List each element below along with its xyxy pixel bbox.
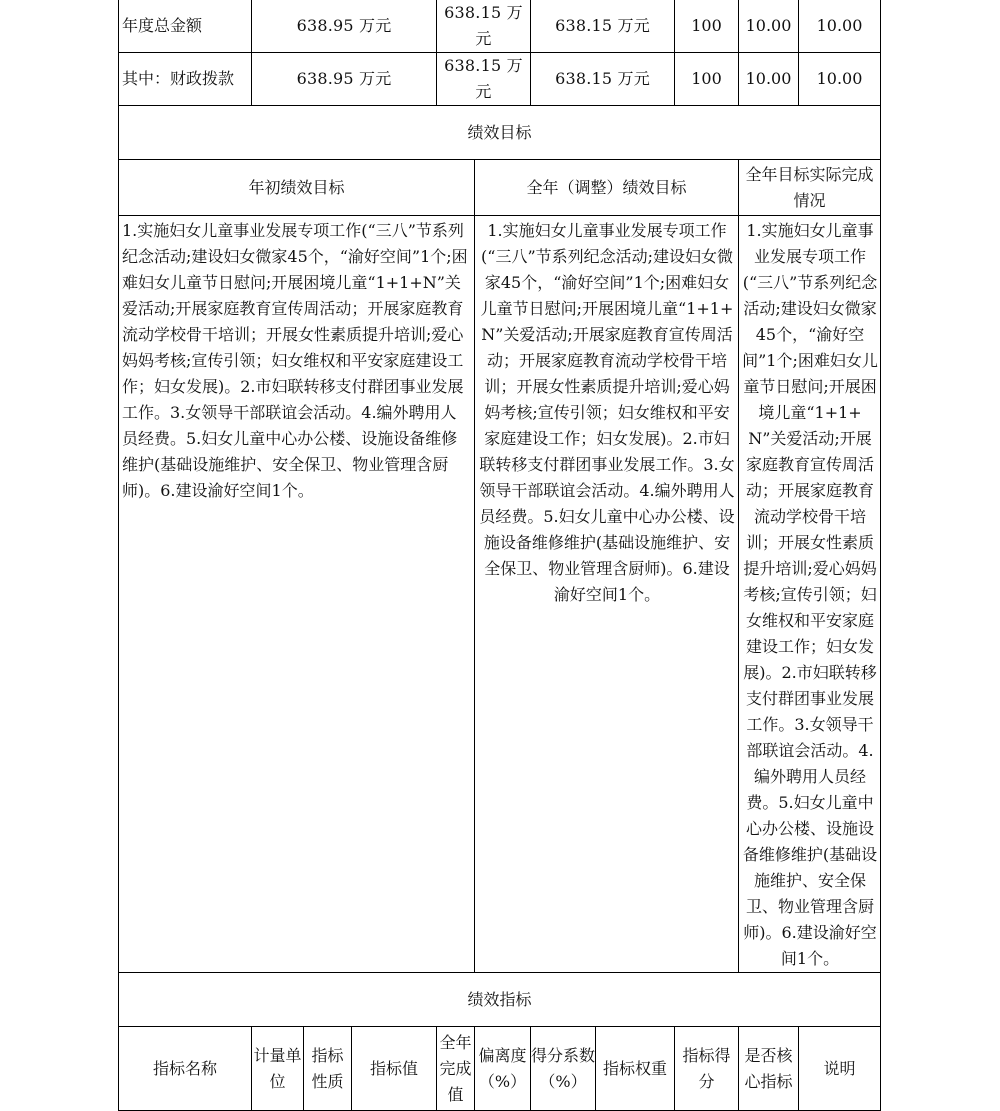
indicator-core-header: 是否核心指标 xyxy=(739,1027,799,1111)
budget-row-label: 年度总金额 xyxy=(119,0,252,53)
indicator-weight-header: 指标权重 xyxy=(596,1027,675,1111)
budget-execution-rate: 100 xyxy=(675,0,739,53)
budget-weight: 10.00 xyxy=(739,53,799,106)
initial-goal-header: 年初绩效目标 xyxy=(119,160,475,216)
budget-weight: 10.00 xyxy=(739,0,799,53)
adjusted-goal-text: 1.实施妇女儿童事业发展专项工作(“三八”节系列纪念活动;建设妇女微家45个，“渝好空间”1个;困难妇女儿童节日慰问;开展困境儿童“1+1+N”关爱活动;开展家庭教育宣传周活动；开展家庭教育流动学校骨干培训；开展女性素质提升培训;爱心妈妈考核;宣传引领；妇女维权和平安家庭建设工作；妇女发展)。2.市妇联转移支付群团事业发展工作。3.女领导干部联谊会活动。4.编外聘用人员经费。5.妇女儿童中心办公楼、设施设备维修维护(基础设施维护、安全保卫、物业管理含厨师)。6.建设渝好空间1个。 xyxy=(475,216,739,973)
indicator-unit-header: 计量单位 xyxy=(252,1027,304,1111)
indicator-completed-header: 全年完成值 xyxy=(437,1027,475,1111)
indicator-header-row xyxy=(119,1027,881,1111)
goal-header-row xyxy=(119,160,881,216)
budget-executed-amount: 638.15 万元 xyxy=(531,53,675,106)
budget-score: 10.00 xyxy=(799,53,881,106)
initial-goal-text: 1.实施妇女儿童事业发展专项工作(“三八”节系列纪念活动;建设妇女微家45个，“渝好空间”1个;困难妇女儿童节日慰问;开展困境儿童“1+1+N”关爱活动;开展家庭教育宣传周活动；开展家庭教育流动学校骨干培训；开展女性素质提升培训;爱心妈妈考核;宣传引领；妇女维权和平安家庭建设工作；妇女发展)。2.市妇联转移支付群团事业发展工作。3.女领导干部联谊会活动。4.编外聘用人员经费。5.妇女儿童中心办公楼、设施设备维修维护(基础设施维护、安全保卫、物业管理含厨师)。6.建设渝好空间1个。 xyxy=(119,216,475,973)
budget-row-fiscal xyxy=(119,53,881,106)
budget-initial-amount: 638.95 万元 xyxy=(252,0,437,53)
actual-goal-text: 1.实施妇女儿童事业发展专项工作(“三八”节系列纪念活动;建设妇女微家45个，“渝好空间”1个;困难妇女儿童节日慰问;开展困境儿童“1+1+N”关爱活动;开展家庭教育宣传周活动；开展家庭教育流动学校骨干培训；开展女性素质提升培训;爱心妈妈考核;宣传引领；妇女维权和平安家庭建设工作；妇女发展)。2.市妇联转移支付群团事业发展工作。3.女领导干部联谊会活动。4.编外聘用人员经费。5.妇女儿童中心办公楼、设施设备维修维护(基础设施维护、安全保卫、物业管理含厨师)。6.建设渝好空间1个。 xyxy=(739,216,881,973)
performance-table xyxy=(118,0,881,1111)
budget-row-total xyxy=(119,0,881,53)
budget-adjusted-amount: 638.15 万元 xyxy=(437,53,531,106)
budget-executed-amount: 638.15 万元 xyxy=(531,0,675,53)
goal-section-title: 绩效目标 xyxy=(119,106,881,160)
budget-execution-rate: 100 xyxy=(675,53,739,106)
indicator-value-header: 指标值 xyxy=(352,1027,437,1111)
budget-score: 10.00 xyxy=(799,0,881,53)
budget-adjusted-amount: 638.15 万元 xyxy=(437,0,531,53)
indicator-score-header: 指标得分 xyxy=(675,1027,739,1111)
goal-content-row xyxy=(119,216,881,973)
indicator-deviation-header: 偏离度（%） xyxy=(475,1027,531,1111)
indicator-section-row xyxy=(119,973,881,1027)
indicator-nature-header: 指标性质 xyxy=(304,1027,352,1111)
actual-goal-header: 全年目标实际完成情况 xyxy=(739,160,881,216)
indicator-section-title: 绩效指标 xyxy=(119,973,881,1027)
budget-row-label: 其中：财政拨款 xyxy=(119,53,252,106)
goal-section-row xyxy=(119,106,881,160)
indicator-name-header: 指标名称 xyxy=(119,1027,252,1111)
indicator-note-header: 说明 xyxy=(799,1027,881,1111)
indicator-coefficient-header: 得分系数（%） xyxy=(531,1027,596,1111)
adjusted-goal-header: 全年（调整）绩效目标 xyxy=(475,160,739,216)
budget-initial-amount: 638.95 万元 xyxy=(252,53,437,106)
